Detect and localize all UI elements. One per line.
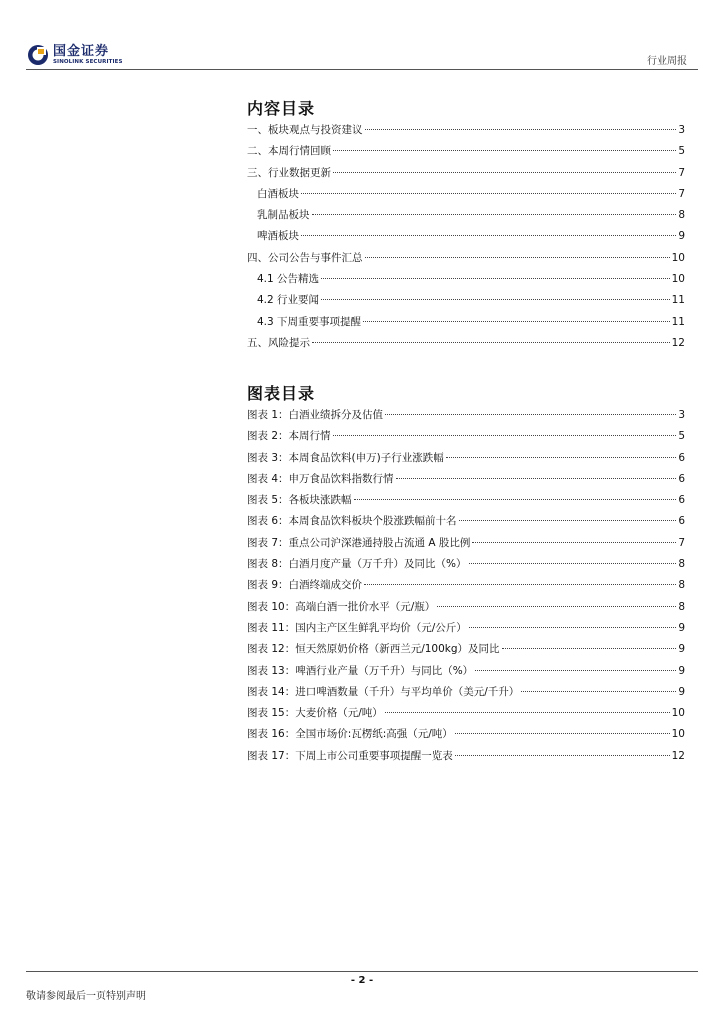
contents-list (247, 122, 685, 356)
figure-toc-entry[interactable] (247, 492, 685, 513)
figure-toc-entry[interactable] (247, 513, 685, 534)
toc-entry-page: 12 (671, 336, 685, 349)
toc-entry-label: 三、行业数据更新 (247, 166, 331, 179)
toc-entry-page: 8 (678, 579, 685, 592)
toc-entry-label: 图表 7：重点公司沪深港通持股占流通 A 股比例 (247, 536, 471, 549)
dot-leader (385, 712, 670, 713)
toc-entry-page: 9 (678, 230, 685, 243)
toc-entry-page: 11 (671, 294, 685, 307)
dot-leader (455, 733, 670, 734)
dot-leader (385, 414, 676, 415)
toc-entry[interactable] (247, 335, 685, 356)
toc-entry-label: 图表 8：白酒月度产量（万千升）及同比（%） (247, 558, 467, 571)
toc-entry-page: 10 (671, 728, 685, 741)
dot-leader (333, 172, 676, 173)
toc-entry-label: 五、风险提示 (247, 336, 310, 349)
figure-toc-entry[interactable] (247, 684, 685, 705)
figure-toc-entry[interactable] (247, 599, 685, 620)
toc-entry-page: 10 (671, 707, 685, 720)
toc-entry-page: 11 (671, 315, 685, 328)
toc-entry-page: 3 (678, 124, 685, 136)
figure-toc-entry[interactable] (247, 556, 685, 577)
dot-leader (469, 627, 677, 628)
page-header (0, 0, 724, 70)
toc-entry-label: 图表 14：进口啤酒数量（千升）与平均单价（美元/千升） (247, 685, 520, 698)
toc-entry-page: 10 (671, 251, 685, 264)
toc-entry-label: 图表 9：白酒终端成交价 (247, 579, 363, 592)
toc-entry-label: 图表 15：大麦价格（元/吨） (247, 707, 383, 720)
footer-divider (26, 971, 698, 972)
contents-title: 内容目录 (247, 99, 316, 118)
figure-toc-entry[interactable] (247, 535, 685, 556)
toc-entry-page: 5 (678, 145, 685, 158)
toc-entry-label: 二、本周行情回顾 (247, 145, 331, 158)
toc-entry-label: 图表 3：本周食品饮料(申万)子行业涨跌幅 (247, 451, 444, 464)
dot-leader (363, 321, 670, 322)
dot-leader (312, 342, 670, 343)
toc-entry-label: 图表 1：白酒业绩拆分及估值 (247, 409, 384, 421)
toc-entry-label: 四、公司公告与事件汇总 (247, 251, 363, 264)
dot-leader (502, 648, 677, 649)
page-number: - 2 - (350, 975, 374, 986)
toc-entry-page: 7 (678, 536, 685, 549)
figure-toc-entry[interactable] (247, 577, 685, 598)
toc-entry-label: 4.3 下周重要事项提醒 (257, 315, 362, 328)
toc-entry[interactable] (247, 143, 685, 164)
figure-toc-entry[interactable] (247, 428, 685, 449)
figure-toc-entry[interactable] (247, 663, 685, 684)
dot-leader (396, 478, 677, 479)
toc-entry-label: 图表 11：国内主产区生鲜乳平均价（元/公斤） (247, 621, 467, 634)
toc-entry-label: 图表 17：下周上市公司重要事项提醒一览表 (247, 749, 453, 762)
dot-leader (312, 214, 677, 215)
toc-entry[interactable] (247, 228, 685, 249)
dot-leader (333, 435, 677, 436)
dot-leader (437, 606, 676, 607)
toc-entry-page: 10 (671, 273, 685, 286)
toc-entry-label: 一、板块观点与投资建议 (247, 124, 363, 136)
toc-entry[interactable] (247, 271, 685, 292)
toc-entry-page: 8 (678, 209, 685, 222)
report-type-label: 行业周报 (647, 56, 687, 67)
toc-entry[interactable] (247, 292, 685, 313)
toc-entry-page: 6 (678, 472, 685, 485)
dot-leader (333, 150, 676, 151)
dot-leader (365, 129, 677, 130)
toc-entry-page: 9 (678, 621, 685, 634)
toc-entry-label: 图表 5：各板块涨跌幅 (247, 494, 352, 507)
logo-english-name: SINOLINK SECURITIES (53, 58, 123, 65)
toc-entry-page: 8 (678, 558, 685, 571)
toc-entry-label: 4.1 公告精选 (257, 273, 320, 286)
dot-leader (321, 278, 670, 279)
figures-list (247, 407, 685, 769)
dot-leader (455, 755, 670, 756)
figure-toc-entry[interactable] (247, 450, 685, 471)
toc-entry-page: 12 (671, 749, 685, 762)
toc-entry-label: 图表 10：高端白酒一批价水平（元/瓶） (247, 600, 436, 613)
toc-entry-page: 6 (678, 494, 685, 507)
dot-leader (301, 235, 676, 236)
toc-entry-page: 7 (678, 187, 685, 200)
toc-entry-page: 6 (678, 515, 685, 528)
figure-toc-entry[interactable] (247, 407, 685, 428)
dot-leader (354, 499, 677, 500)
dot-leader (521, 691, 676, 692)
figure-toc-entry[interactable] (247, 620, 685, 641)
figure-toc-entry[interactable] (247, 726, 685, 747)
toc-entry-label: 乳制品板块 (257, 209, 310, 222)
header-divider (26, 69, 698, 70)
toc-entry-label: 图表 4：申万食品饮料指数行情 (247, 472, 394, 485)
toc-entry-page: 8 (678, 600, 685, 613)
dot-leader (321, 299, 670, 300)
dot-leader (365, 257, 670, 258)
toc-entry-label: 图表 13：啤酒行业产量（万千升）与同比（%） (247, 664, 474, 677)
dot-leader (472, 542, 676, 543)
toc-entry[interactable] (247, 165, 685, 186)
toc-entry-label: 白酒板块 (257, 187, 299, 200)
disclaimer-text: 敬请参阅最后一页特别声明 (26, 991, 146, 1002)
sinolink-logo (27, 42, 123, 68)
toc-entry[interactable] (247, 122, 685, 143)
figure-toc-entry[interactable] (247, 641, 685, 662)
dot-leader (475, 670, 676, 671)
toc-entry-page: 7 (678, 166, 685, 179)
toc-entry-label: 图表 16：全国市场价:瓦楞纸:高强（元/吨） (247, 728, 453, 741)
toc-entry-label: 4.2 行业要闻 (257, 294, 320, 307)
logo-chinese-name: 国金证券 (53, 43, 110, 59)
toc-entry-page: 9 (678, 643, 685, 656)
toc-entry-label: 图表 12：恒天然原奶价格（新西兰元/100kg）及同比 (247, 643, 500, 656)
dot-leader (446, 457, 677, 458)
toc-entry-label: 啤酒板块 (257, 230, 299, 243)
toc-entry-label: 图表 6：本周食品饮料板块个股涨跌幅前十名 (247, 515, 457, 528)
toc-entry-page: 9 (678, 685, 685, 698)
toc-entry-page: 9 (678, 664, 685, 677)
dot-leader (459, 520, 677, 521)
toc-entry[interactable] (247, 207, 685, 228)
figure-toc-entry[interactable] (247, 705, 685, 726)
sinolink-logo-icon (27, 44, 49, 66)
dot-leader (469, 563, 677, 564)
toc-entry-page: 3 (678, 409, 685, 421)
toc-entry-page: 5 (678, 430, 685, 443)
figures-title: 图表目录 (247, 384, 316, 403)
figure-toc-entry[interactable] (247, 471, 685, 492)
dot-leader (301, 193, 676, 194)
toc-entry[interactable] (247, 250, 685, 271)
toc-entry[interactable] (247, 186, 685, 207)
toc-entry-label: 图表 2：本周行情 (247, 430, 331, 443)
dot-leader (364, 584, 676, 585)
toc-entry-page: 6 (678, 451, 685, 464)
toc-entry[interactable] (247, 314, 685, 335)
figure-toc-entry[interactable] (247, 748, 685, 769)
